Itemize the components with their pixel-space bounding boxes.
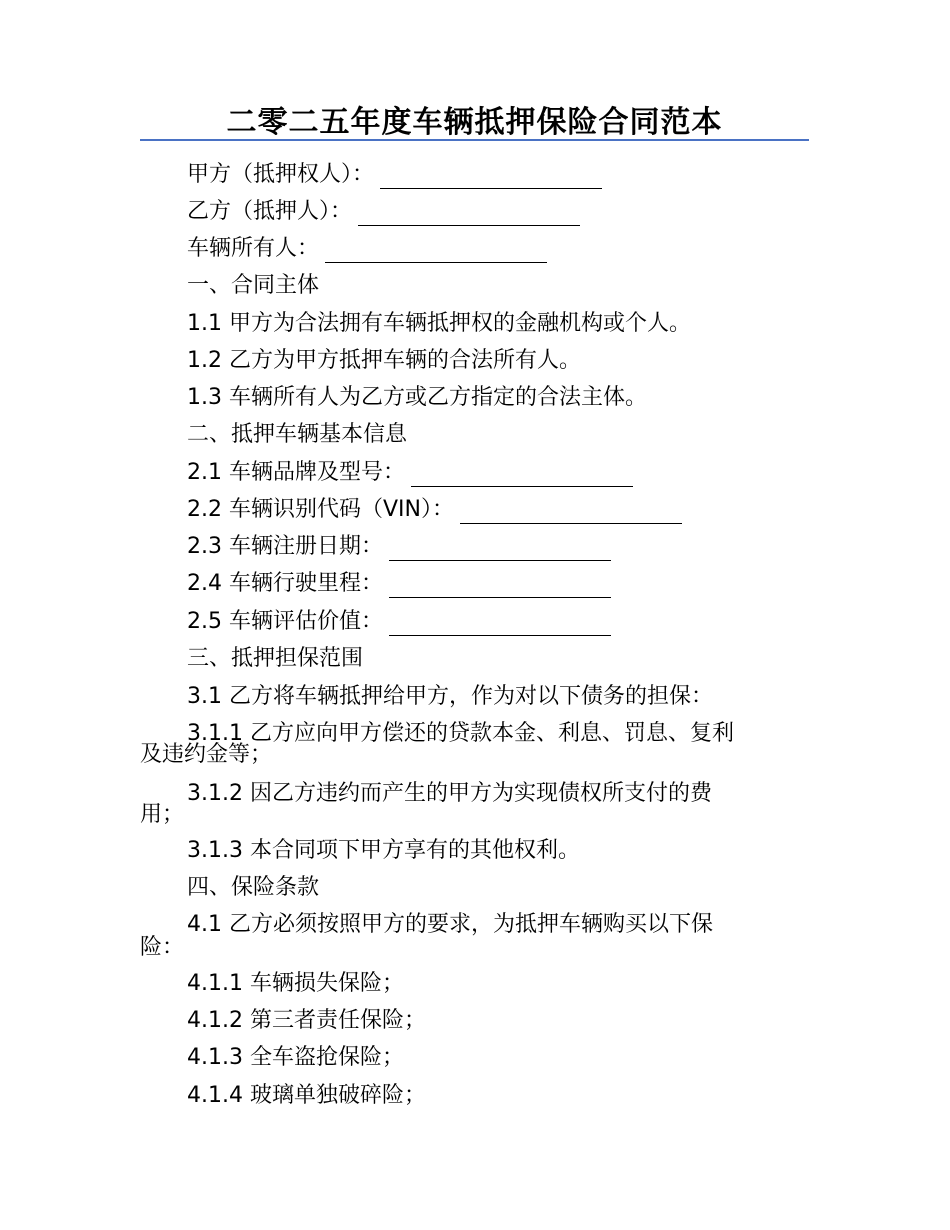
valuation-blank[interactable] xyxy=(389,613,611,636)
vehicle-model-blank[interactable] xyxy=(411,464,633,487)
clause-2-3-line xyxy=(187,533,611,561)
party-b-line xyxy=(187,198,580,226)
clause-2-5-line xyxy=(187,608,611,636)
party-a-line xyxy=(187,161,602,189)
clause-2-1-label: 2.1 车辆品牌及型号： xyxy=(187,460,405,485)
registration-date-blank[interactable] xyxy=(389,538,611,561)
clause-2-3-label: 2.3 车辆注册日期： xyxy=(187,534,383,559)
party-b-blank[interactable] xyxy=(358,203,580,226)
clause-1-1: 1.1 甲方为合法拥有车辆抵押权的金融机构或个人。 xyxy=(187,311,691,336)
clause-4-1-1: 4.1.1 车辆损失保险； xyxy=(187,971,404,996)
vin-blank[interactable] xyxy=(460,501,682,524)
mileage-blank[interactable] xyxy=(389,575,611,598)
clause-2-5-label: 2.5 车辆评估价值： xyxy=(187,609,383,634)
clause-1-3: 1.3 车辆所有人为乙方或乙方指定的合法主体。 xyxy=(187,385,647,410)
clause-2-4-line xyxy=(187,570,611,598)
clause-3-1-2-line-2: 用； xyxy=(140,802,185,827)
clause-3-1-3: 3.1.3 本合同项下甲方享有的其他权利。 xyxy=(187,838,580,863)
clause-4-1-line-1: 4.1 乙方必须按照甲方的要求，为抵押车辆购买以下保 xyxy=(187,912,713,937)
section-2-heading: 二、抵押车辆基本信息 xyxy=(187,422,408,447)
clause-2-2-label: 2.2 车辆识别代码（VIN）： xyxy=(187,497,454,522)
owner-blank[interactable] xyxy=(325,240,547,263)
party-b-label: 乙方（抵押人）： xyxy=(187,199,353,224)
party-a-blank[interactable] xyxy=(380,166,602,189)
section-4-heading: 四、保险条款 xyxy=(187,875,320,900)
owner-line xyxy=(187,235,547,263)
clause-4-1-4: 4.1.4 玻璃单独破碎险； xyxy=(187,1083,426,1108)
title-underline xyxy=(140,139,809,141)
clause-4-1-line-2: 险： xyxy=(140,935,185,960)
clause-3-1-1-line-2: 及违约金等； xyxy=(140,742,273,767)
section-3-heading: 三、抵押担保范围 xyxy=(187,646,364,671)
party-a-label: 甲方（抵押权人）： xyxy=(187,162,375,187)
owner-label: 车辆所有人： xyxy=(187,236,320,261)
clause-2-4-label: 2.4 车辆行驶里程： xyxy=(187,571,383,596)
clause-3-1-1-line-1: 3.1.1 乙方应向甲方偿还的贷款本金、利息、罚息、复利 xyxy=(187,721,734,746)
clause-2-1-line xyxy=(187,459,633,487)
clause-3-1-2-line-1: 3.1.2 因乙方违约而产生的甲方为实现债权所支付的费 xyxy=(187,781,712,806)
clause-3-1: 3.1 乙方将车辆抵押给甲方，作为对以下债务的担保： xyxy=(187,684,713,709)
clause-1-2: 1.2 乙方为甲方抵押车辆的合法所有人。 xyxy=(187,348,581,373)
section-1-heading: 一、合同主体 xyxy=(187,273,320,298)
document-title: 二零二五年度车辆抵押保险合同范本 xyxy=(226,105,723,140)
clause-4-1-3: 4.1.3 全车盗抢保险； xyxy=(187,1045,404,1070)
clause-2-2-line xyxy=(187,496,682,524)
clause-4-1-2: 4.1.2 第三者责任保险； xyxy=(187,1008,426,1033)
